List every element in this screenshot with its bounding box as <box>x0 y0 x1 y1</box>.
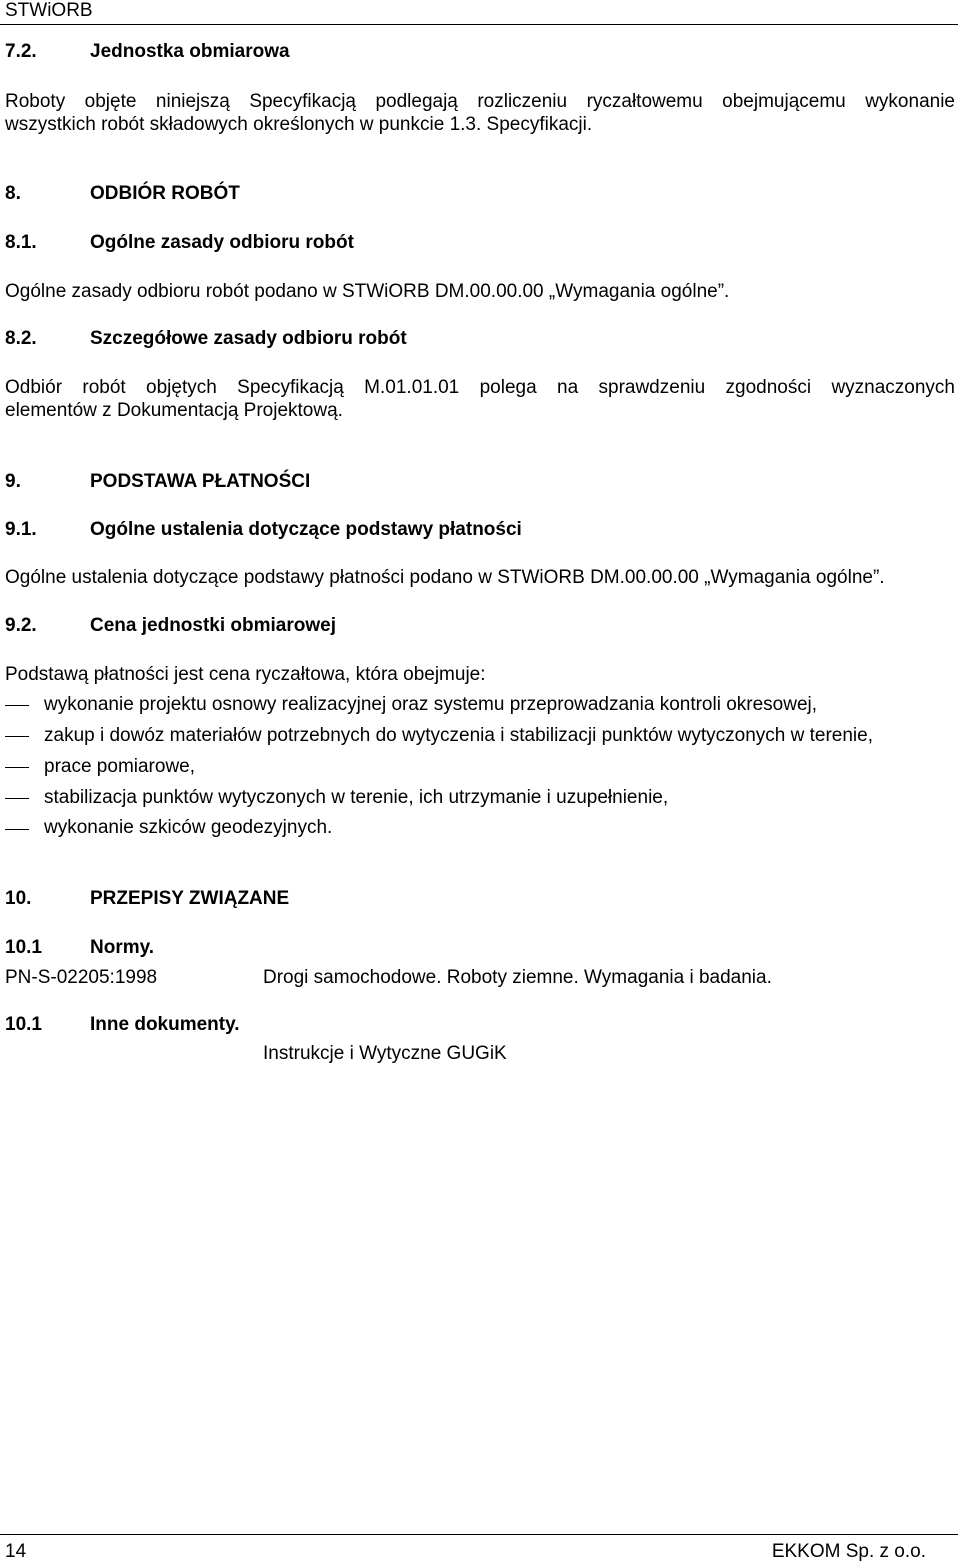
section-8-2-paragraph <box>5 376 955 422</box>
list-dash <box>5 705 29 706</box>
list-item: prace pomiarowe, <box>44 756 196 777</box>
section-10-1-other-number: 10.1 <box>5 1014 42 1035</box>
section-7-2-number: 7.2. <box>5 41 37 62</box>
company-name: EKKOM Sp. z o.o. <box>771 1541 926 1562</box>
section-10-title: PRZEPISY ZWIĄZANE <box>90 888 290 909</box>
section-8-1-paragraph: Ogólne zasady odbioru robót podano w STWiORB DM.00.00.00 „Wymagania ogólne”. <box>5 281 730 302</box>
section-7-2-paragraph-line1: Roboty objęte niniejszą Specyfikacją podlegają rozliczeniu ryczałtowemu obejmującemu wykonanie <box>5 91 955 112</box>
section-8-2-paragraph-line1: Odbiór robót objętych Specyfikacją M.01.01.01 polega na sprawdzeniu zgodności wyznaczonych <box>5 377 955 398</box>
section-7-2-paragraph <box>5 90 955 136</box>
section-8-2-title: Szczegółowe zasady odbioru robót <box>90 328 407 349</box>
section-9-2-title: Cena jednostki obmiarowej <box>90 615 336 636</box>
section-9-2-intro: Podstawą płatności jest cena ryczałtowa, która obejmuje: <box>5 664 486 685</box>
standard-description: Drogi samochodowe. Roboty ziemne. Wymagania i badania. <box>263 967 772 988</box>
list-dash <box>5 767 29 768</box>
section-8-1-title: Ogólne zasady odbioru robót <box>90 232 354 253</box>
list-dash <box>5 829 29 830</box>
section-8-1-number: 8.1. <box>5 232 37 253</box>
section-9-1-paragraph: Ogólne ustalenia dotyczące podstawy płatności podano w STWiORB DM.00.00.00 „Wymagania ogólne”. <box>5 567 885 588</box>
section-7-2-title: Jednostka obmiarowa <box>90 41 290 62</box>
list-item: stabilizacja punktów wytyczonych w terenie, ich utrzymanie i uzupełnienie, <box>44 787 669 808</box>
section-10-1-title: Normy. <box>90 937 155 958</box>
section-8-number: 8. <box>5 183 21 204</box>
footer-rule <box>0 1534 958 1535</box>
section-10-1-other-title: Inne dokumenty. <box>90 1014 240 1035</box>
section-8-2-paragraph-line2: elementów z Dokumentacją Projektową. <box>5 400 343 421</box>
section-9-1-number: 9.1. <box>5 519 37 540</box>
other-document: Instrukcje i Wytyczne GUGiK <box>263 1043 507 1064</box>
list-item: wykonanie projektu osnowy realizacyjnej oraz systemu przeprowadzania kontroli okresowej, <box>44 694 818 715</box>
standard-code: PN-S-02205:1998 <box>5 967 158 988</box>
header-title: STWiORB <box>5 0 93 21</box>
list-dash <box>5 798 29 799</box>
section-10-number: 10. <box>5 888 32 909</box>
list-item: zakup i dowóz materiałów potrzebnych do wytyczenia i stabilizacji punktów wytyczonych w terenie, <box>44 725 873 746</box>
section-10-1-number: 10.1 <box>5 937 42 958</box>
section-9-2-number: 9.2. <box>5 615 37 636</box>
section-7-2-paragraph-line2: wszystkich robót składowych określonych w punkcie 1.3. Specyfikacji. <box>5 114 593 135</box>
list-item: wykonanie szkiców geodezyjnych. <box>44 817 333 838</box>
section-9-title: PODSTAWA PŁATNOŚCI <box>90 471 311 492</box>
section-8-title: ODBIÓR ROBÓT <box>90 183 240 204</box>
section-9-number: 9. <box>5 471 21 492</box>
list-dash <box>5 736 29 737</box>
section-9-1-title: Ogólne ustalenia dotyczące podstawy płatności <box>90 519 522 540</box>
header-rule <box>0 24 958 25</box>
page-number: 14 <box>5 1541 27 1562</box>
section-8-2-number: 8.2. <box>5 328 37 349</box>
